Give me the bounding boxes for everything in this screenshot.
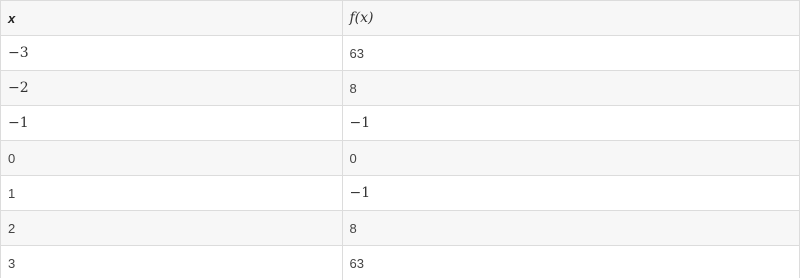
function-values-table xyxy=(1,1,799,280)
cell-x: 0 xyxy=(1,141,342,176)
table-header-row xyxy=(1,1,799,36)
cell-fx: −1 xyxy=(342,106,799,141)
table-row xyxy=(1,141,799,176)
cell-x: −1 xyxy=(1,106,342,141)
cell-x: 1 xyxy=(1,176,342,211)
cell-fx: 63 xyxy=(342,246,799,280)
cell-x: 2 xyxy=(1,211,342,246)
cell-fx: 8 xyxy=(342,211,799,246)
table-row xyxy=(1,36,799,71)
table-row xyxy=(1,106,799,141)
cell-fx: −1 xyxy=(342,176,799,211)
table-row xyxy=(1,71,799,106)
header-x: x xyxy=(1,1,342,36)
table-row xyxy=(1,246,799,280)
cell-fx: 0 xyxy=(342,141,799,176)
cell-x: −3 xyxy=(1,36,342,71)
cell-fx: 8 xyxy=(342,71,799,106)
header-fx: f(x) xyxy=(342,1,799,36)
table-row xyxy=(1,176,799,211)
cell-x: 3 xyxy=(1,246,342,280)
cell-fx: 63 xyxy=(342,36,799,71)
table-row xyxy=(1,211,799,246)
cell-x: −2 xyxy=(1,71,342,106)
